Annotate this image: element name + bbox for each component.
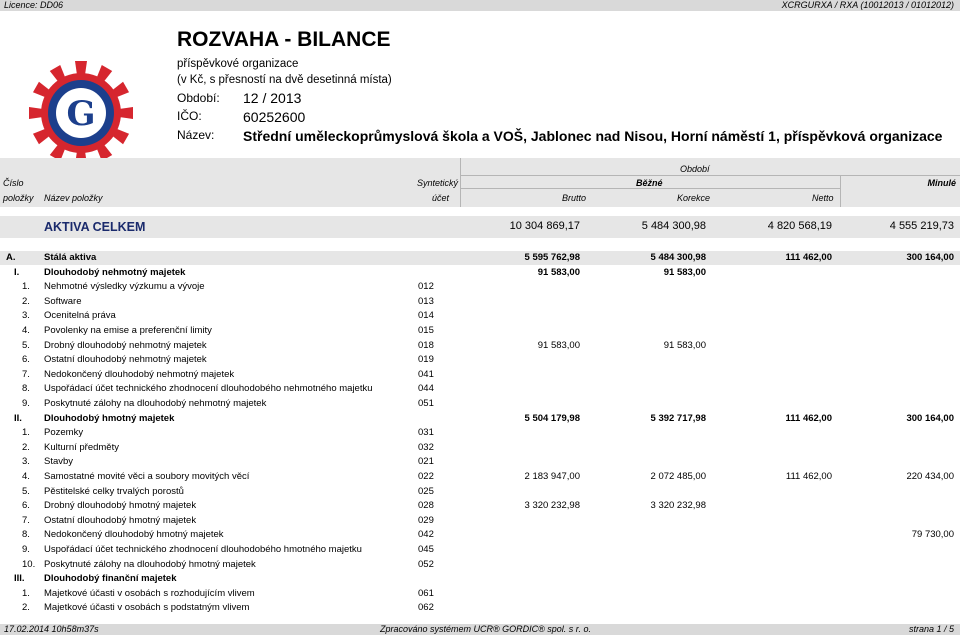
row-ucet: 045	[418, 544, 434, 555]
footer-timestamp: 17.02.2014 10h58m37s	[4, 624, 99, 634]
table-row	[0, 382, 960, 396]
row-name: Povolenky na emise a preferenční limity	[44, 325, 212, 336]
row-number: 1.	[22, 587, 30, 599]
row-ucet: 013	[418, 295, 434, 307]
row-number: II.	[14, 412, 22, 424]
row-number: 2.	[22, 441, 30, 453]
row-name: Samostatné movité věci a soubory movitých věcí	[44, 471, 250, 482]
aktiva-brutto: 10 304 869,17	[509, 220, 580, 232]
row-name: Poskytnuté zálohy na dlouhodobý nehmotný majetek	[44, 398, 267, 409]
table-row	[0, 251, 960, 265]
table-row	[0, 528, 960, 542]
table-row	[0, 266, 960, 280]
row-ucet: 028	[418, 500, 434, 512]
footer-system: Zpracováno systémem UCR® GORDIC® spol. s r. o.	[380, 624, 591, 634]
row-name: Dlouhodobý finanční majetek	[44, 573, 177, 585]
row-ucet: 041	[418, 368, 434, 380]
top-bar	[0, 0, 960, 11]
footer-page: strana 1 / 5	[908, 624, 954, 634]
report-code: XCRGURXA / RXA (10012013 / 01012012)	[781, 0, 954, 10]
row-ucet: 025	[418, 485, 434, 497]
row-name: Stálá aktiva	[44, 252, 97, 263]
row-number: 10.	[22, 558, 36, 570]
row-korekce: 5 392 717,98	[650, 412, 706, 424]
row-korekce: 5 484 300,98	[650, 252, 706, 263]
table-row	[0, 558, 960, 572]
organization-name: Střední uměleckoprůmyslová škola a VOŠ, Jablonec nad Nisou, Horní náměstí 1, příspěvková organizace	[243, 128, 943, 144]
row-number: 2.	[22, 295, 30, 307]
organization-logo	[22, 54, 140, 172]
row-name: Poskytnuté zálohy na dlouhodobý hmotný majetek	[44, 558, 256, 570]
table-row	[0, 368, 960, 382]
name-label: Název:	[177, 128, 215, 142]
row-name: Stavby	[44, 456, 74, 468]
row-brutto: 91 583,00	[537, 339, 580, 351]
row-number: 8.	[22, 529, 30, 541]
row-name: Uspořádací účet technického zhodnocení dlouhodobého nehmotného majetku	[44, 383, 373, 395]
units-note: (v Kč, s přesností na dvě desetinná místa)	[177, 74, 392, 86]
table-row	[0, 470, 960, 484]
table-row	[0, 543, 960, 557]
table-row	[0, 412, 960, 426]
row-number: 6.	[22, 500, 30, 512]
row-number: 7.	[22, 514, 30, 526]
row-ucet: 012	[418, 281, 434, 293]
svg-text:G: G	[66, 94, 96, 134]
row-ucet: 029	[418, 514, 434, 526]
row-name: Ostatní dlouhodobý hmotný majetek	[44, 514, 197, 526]
org-type: příspěvkové organizace	[177, 58, 299, 70]
row-netto: 111 462,00	[785, 412, 832, 424]
row-brutto: 3 320 232,98	[524, 500, 580, 512]
row-netto: 111 462,00	[785, 471, 832, 482]
row-number: III.	[14, 573, 25, 585]
row-minule: 220 434,00	[906, 471, 954, 482]
row-ucet: 051	[418, 398, 434, 409]
row-ucet: 021	[418, 456, 434, 468]
row-korekce: 3 320 232,98	[650, 500, 706, 512]
table-row	[0, 499, 960, 513]
row-name: Kulturní předměty	[44, 441, 119, 453]
table-row	[0, 339, 960, 353]
row-number: 1.	[22, 427, 30, 439]
col-minule: Minulé	[927, 178, 956, 188]
row-name: Nedokončený dlouhodobý hmotný majetek	[44, 529, 224, 541]
row-name: Nedokončený dlouhodobý nehmotný majetek	[44, 368, 235, 380]
row-number: 8.	[22, 383, 30, 395]
row-name: Ostatní dlouhodobý nehmotný majetek	[44, 354, 207, 366]
table-row	[0, 441, 960, 455]
table-row	[0, 514, 960, 528]
row-number: 2.	[22, 602, 30, 614]
row-brutto: 2 183 947,00	[524, 471, 580, 482]
row-netto: 111 462,00	[785, 252, 832, 263]
row-ucet: 014	[418, 310, 434, 322]
ico-value: 60252600	[243, 109, 306, 125]
col-korekce: Korekce	[677, 193, 711, 203]
row-ucet: 015	[418, 325, 434, 336]
row-brutto: 5 504 179,98	[524, 412, 580, 424]
row-number: 1.	[22, 281, 30, 293]
row-number: 4.	[22, 471, 30, 482]
table-row	[0, 324, 960, 338]
row-name: Drobný dlouhodobý nehmotný majetek	[44, 339, 207, 351]
row-name: Uspořádací účet technického zhodnocení dlouhodobého hmotného majetku	[44, 544, 362, 555]
row-number: 3.	[22, 310, 30, 322]
row-ucet: 061	[418, 587, 434, 599]
period-label: Období:	[177, 91, 220, 105]
row-minule: 300 164,00	[906, 252, 954, 263]
col-bezne: Běžné	[636, 178, 663, 188]
row-minule: 300 164,00	[906, 412, 954, 424]
col-netto: Netto	[812, 193, 834, 203]
row-ucet: 044	[418, 383, 434, 395]
row-number: 5.	[22, 339, 30, 351]
aktiva-netto: 4 820 568,19	[767, 220, 832, 232]
row-korekce: 2 072 485,00	[650, 471, 706, 482]
aktiva-celkem-label: AKTIVA CELKEM	[44, 220, 146, 234]
row-ucet: 052	[418, 558, 434, 570]
table-row	[0, 485, 960, 499]
row-number: 6.	[22, 354, 30, 366]
period-value: 12 / 2013	[243, 90, 302, 106]
col-nazev: Název položky	[44, 193, 103, 203]
table-row	[0, 295, 960, 309]
table-row	[0, 455, 960, 469]
col-obdobi: Období	[680, 164, 710, 174]
footer	[0, 624, 960, 635]
row-name: Pěstitelské celky trvalých porostů	[44, 485, 184, 497]
aktiva-korekce: 5 484 300,98	[641, 220, 706, 232]
col-brutto: Brutto	[562, 193, 587, 203]
row-number: A.	[6, 252, 16, 263]
col-syntet: Syntetický	[417, 178, 459, 188]
row-ucet: 031	[418, 427, 434, 439]
table-row	[0, 601, 960, 615]
row-number: 9.	[22, 398, 30, 409]
row-ucet: 022	[418, 471, 434, 482]
table-row	[0, 426, 960, 440]
row-ucet: 062	[418, 602, 434, 614]
row-number: 4.	[22, 325, 30, 336]
row-name: Dlouhodobý nehmotný majetek	[44, 266, 186, 278]
row-name: Software	[44, 295, 82, 307]
col-cislo: Číslo	[3, 178, 24, 188]
row-name: Dlouhodobý hmotný majetek	[44, 412, 175, 424]
row-korekce: 91 583,00	[663, 339, 706, 351]
row-ucet: 042	[418, 529, 434, 541]
ico-label: IČO:	[177, 109, 202, 123]
row-number: I.	[14, 266, 20, 278]
table-row	[0, 572, 960, 586]
row-name: Majetkové účasti v osobách s podstatným vlivem	[44, 602, 250, 614]
row-name: Pozemky	[44, 427, 84, 439]
col-ucet: účet	[432, 193, 450, 203]
table-row	[0, 397, 960, 411]
table-row	[0, 587, 960, 601]
aktiva-celkem-row	[0, 216, 960, 238]
row-minule: 79 730,00	[911, 529, 954, 541]
row-number: 9.	[22, 544, 30, 555]
page-title: ROZVAHA - BILANCE	[177, 28, 391, 51]
row-number: 5.	[22, 485, 30, 497]
col-polozky: položky	[3, 193, 34, 203]
table-row	[0, 309, 960, 323]
row-ucet: 018	[418, 339, 434, 351]
row-number: 3.	[22, 456, 30, 468]
row-ucet: 019	[418, 354, 434, 366]
row-name: Drobný dlouhodobý hmotný majetek	[44, 500, 197, 512]
row-name: Nehmotné výsledky výzkumu a vývoje	[44, 281, 205, 293]
table-row	[0, 353, 960, 367]
row-korekce: 91 583,00	[663, 266, 706, 278]
column-header	[0, 158, 960, 207]
row-brutto: 91 583,00	[537, 266, 580, 278]
row-brutto: 5 595 762,98	[524, 252, 580, 263]
aktiva-minule: 4 555 219,73	[889, 220, 954, 232]
row-ucet: 032	[418, 441, 434, 453]
row-name: Majetkové účasti v osobách s rozhodujícím vlivem	[44, 587, 255, 599]
row-number: 7.	[22, 368, 30, 380]
table-row	[0, 280, 960, 294]
licence-text: Licence: DD06	[4, 0, 64, 10]
row-name: Ocenitelná práva	[44, 310, 116, 322]
